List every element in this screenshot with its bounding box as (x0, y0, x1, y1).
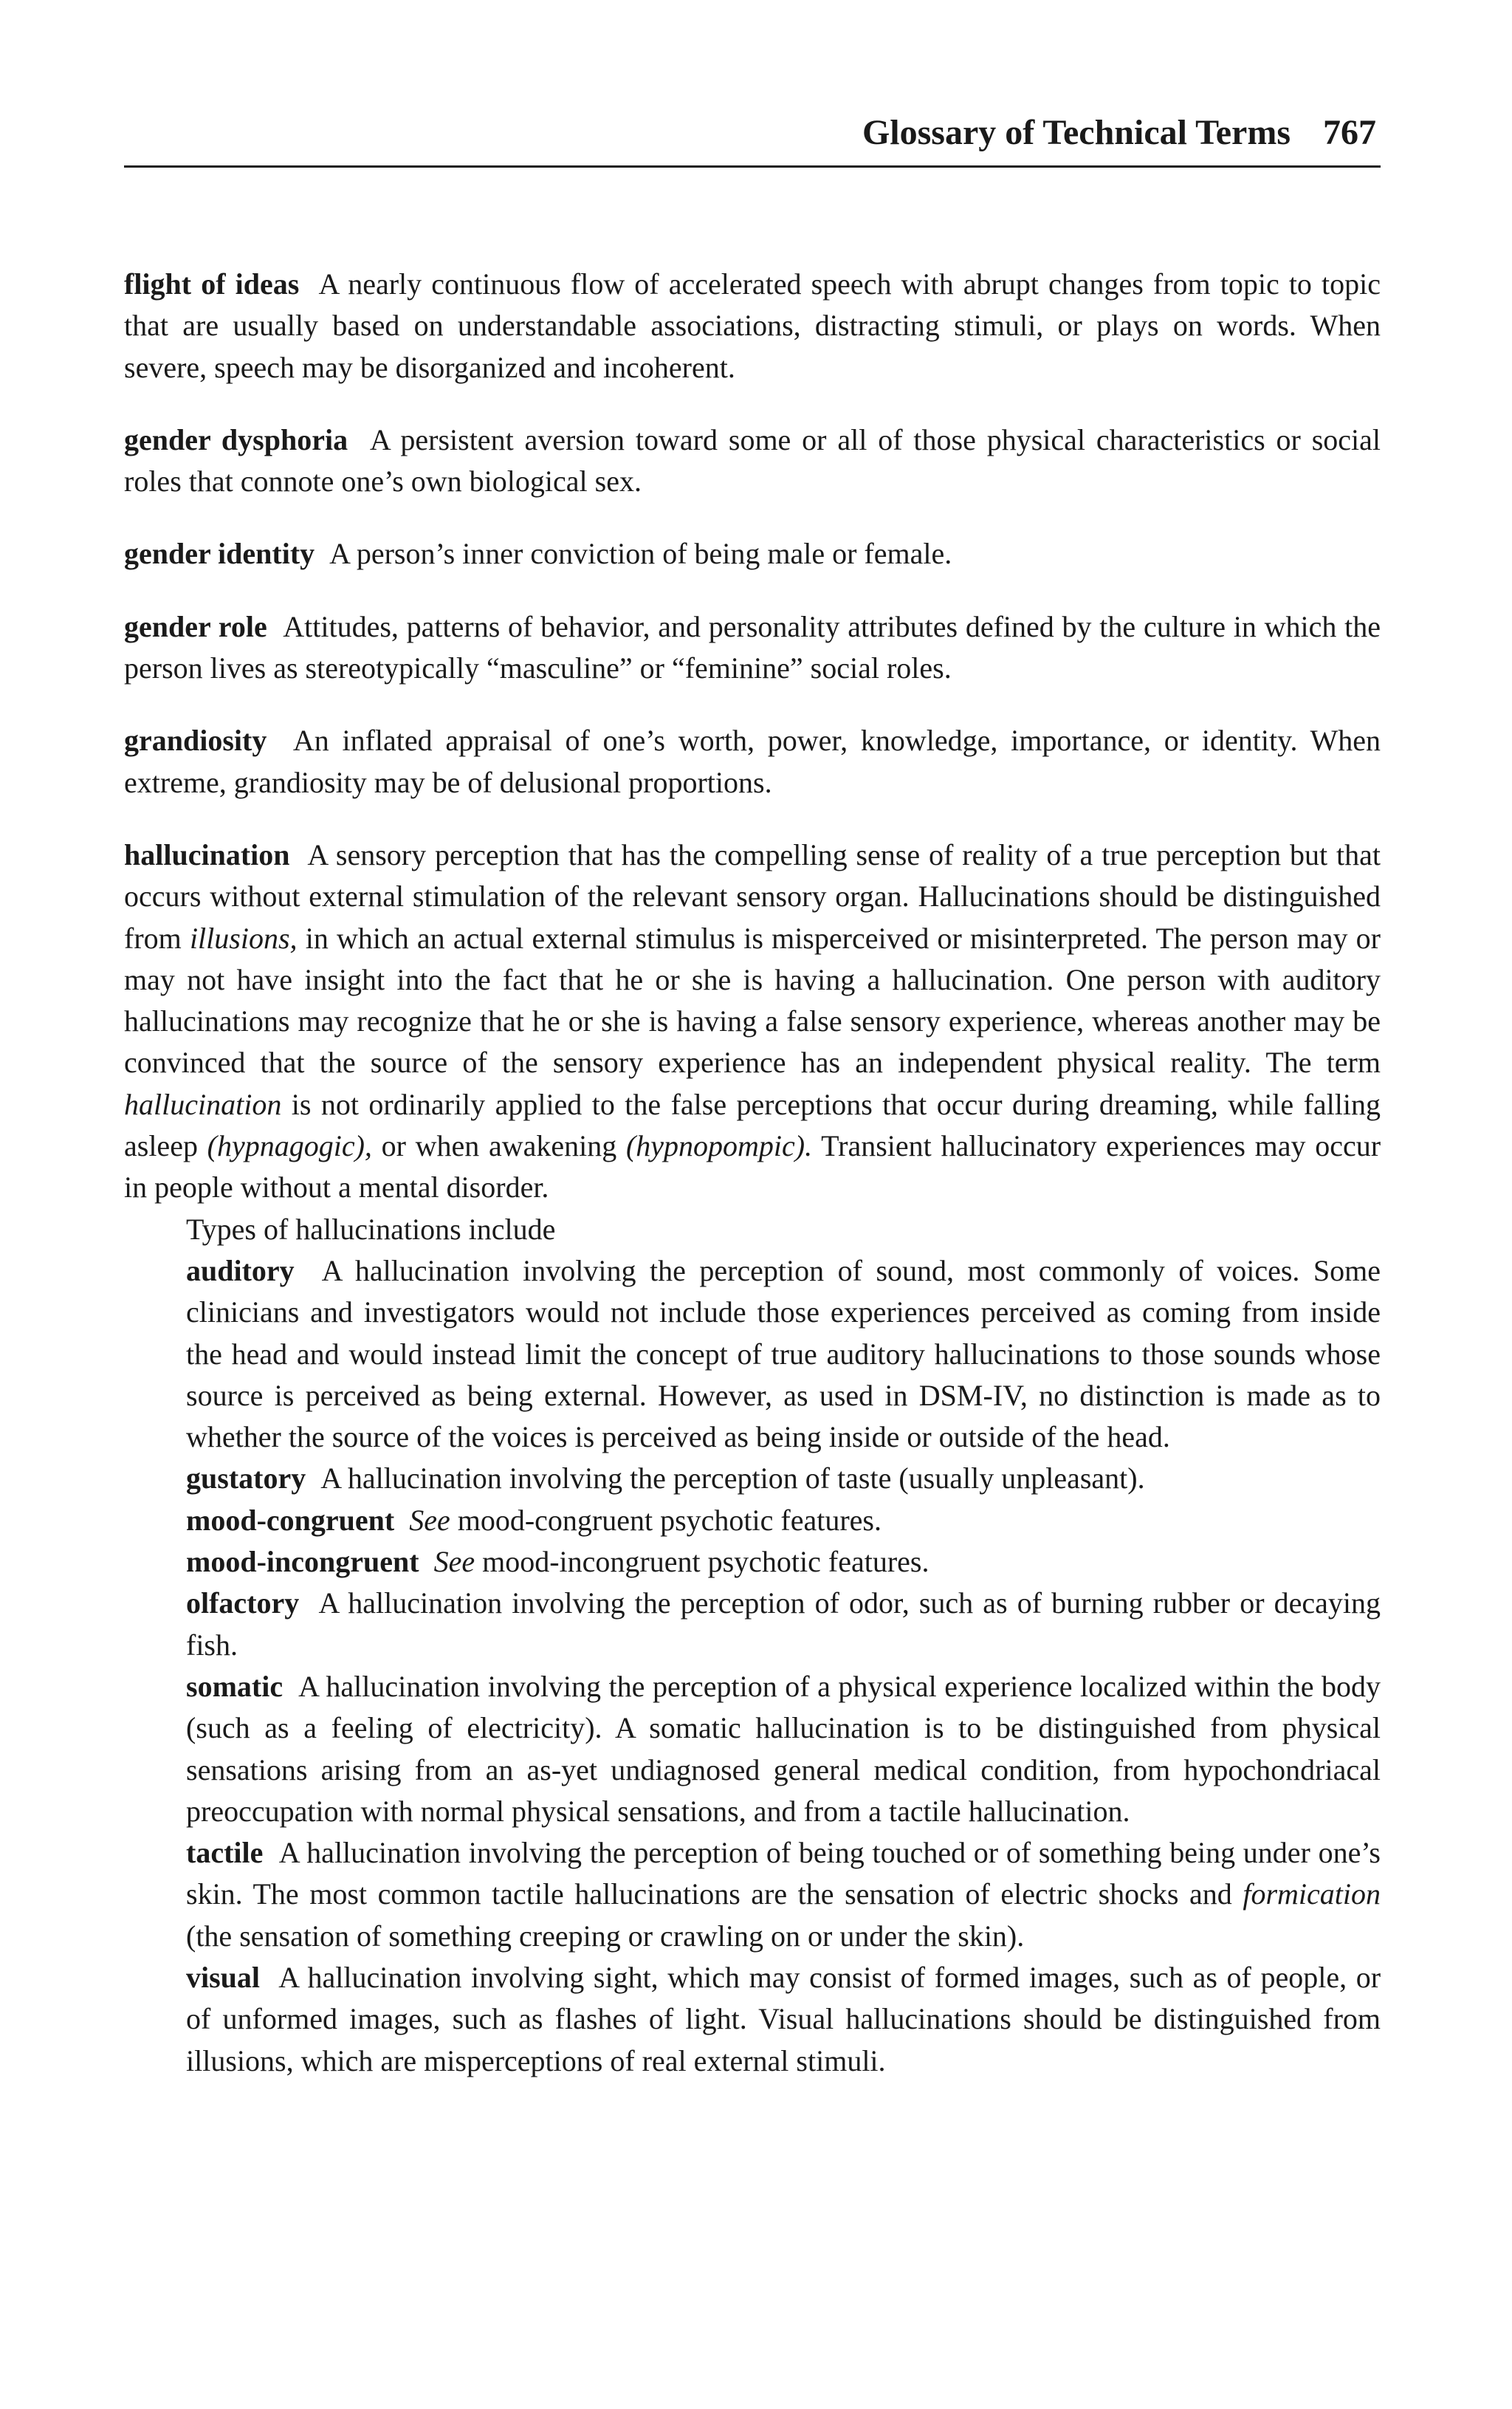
italic-term: (hypnagogic), (207, 1129, 372, 1163)
subentry-definition: A hallucination involving the perception of a physical experience localized within the body (such as a feeling of electricity). A somatic hallucination is to be distinguished from physical sensations arising from an as-yet undiagnosed general medical condition, from hypochondriacal preoccupation with normal physical sensations, and from a tactile hallucination. (186, 1669, 1381, 1828)
entry-definition-part: in which an actual external stimulus is misperceived or misinterpreted. The person may or may not have insight into the fact that he or she is having a hallucination. One person with auditory hallucinations may recognize that he or she is having a false sensory experience, whereas another may be convinced that the source of the sensory experience has an independent physical reality. The term (124, 921, 1381, 1080)
entry-term: grandiosity (124, 724, 267, 758)
italic-term: (hypnopompic). (625, 1129, 813, 1163)
see-reference: See (433, 1545, 475, 1579)
subentry-definition-part: A hallucination involving the perception of being touched or of something being under one’s skin. The most common tactile hallucinations are the sensation of electric shocks and (186, 1836, 1381, 1911)
subentry-definition: A hallucination involving the perception of taste (usually unpleasant). (320, 1461, 1145, 1495)
subentry-term: tactile (186, 1836, 264, 1870)
running-head-title: Glossary of Technical Terms (862, 113, 1291, 152)
subentry-mood-congruent (186, 1500, 1381, 1541)
entry-flight-of-ideas (124, 264, 1381, 388)
types-intro: Types of hallucinations include (186, 1212, 556, 1246)
subentry-auditory (186, 1250, 1381, 1458)
page-number: 767 (1323, 113, 1376, 152)
subentry-tactile (186, 1832, 1381, 1957)
subentry-visual (186, 1957, 1381, 2082)
entry-hallucination (124, 835, 1381, 1209)
entry-term: gender dysphoria (124, 422, 348, 456)
entry-term: hallucination (124, 837, 290, 871)
entry-definition: Attitudes, patterns of behavior, and personality attributes defined by the culture in which the person lives as stereotypically “masculine” or “feminine” social roles. (124, 609, 1381, 685)
entry-definition: A nearly continuous flow of accelerated speech with abrupt changes from topic to topic that are usually based on understandable associations, distracting stimuli, or plays on words. When severe, speech may be disorganized and incoherent. (124, 267, 1381, 384)
italic-term: illusions, (189, 921, 298, 955)
entry-definition: A persistent aversion toward some or all of those physical characteristics or social roles that connote one’s own biological sex. (124, 422, 1381, 498)
subentry-definition: A hallucination involving sight, which may consist of formed images, such as of people, or of unformed images, such as flashes of light. Visual hallucinations should be distinguished from illusions, which are misperceptions of real external stimuli. (186, 1960, 1381, 2077)
glossary-page (124, 111, 1381, 2082)
subentry-definition: mood-incongruent psychotic features. (482, 1545, 929, 1579)
entry-definition-part: or when awakening (381, 1129, 617, 1163)
subentry-somatic (186, 1666, 1381, 1832)
hallucination-types (186, 1250, 1381, 2082)
entry-grandiosity (124, 720, 1381, 803)
entry-definition-part: A sensory perception that has the compelling sense of reality of a true perception but that occurs without external stimulation of the relevant sensory organ. Hallucinations should be distinguished from (124, 837, 1381, 955)
running-head (124, 111, 1381, 168)
see-reference: See (409, 1503, 450, 1537)
entry-term: gender identity (124, 537, 315, 571)
entry-gender-role (124, 606, 1381, 690)
subentry-definition: mood-congruent psychotic features. (457, 1503, 882, 1537)
italic-term: formication (1243, 1877, 1381, 1911)
subentry-term: olfactory (186, 1586, 300, 1620)
subentry-term: somatic (186, 1669, 284, 1703)
glossary-content (124, 264, 1381, 2082)
italic-term: hallucination (124, 1087, 282, 1121)
subentry-olfactory (186, 1583, 1381, 1666)
entry-term: flight of ideas (124, 267, 300, 301)
subentry-term: visual (186, 1960, 261, 1994)
subentry-mood-incongruent (186, 1541, 1381, 1583)
subentry-term: mood-congruent (186, 1503, 395, 1537)
subentry-gustatory (186, 1458, 1381, 1499)
subentry-term: mood-incongruent (186, 1545, 419, 1579)
subentry-definition: A hallucination involving the perception of sound, most commonly of voices. Some clinicians and investigators would not include those experiences perceived as coming from inside the head and would instead limit the concept of true auditory hallucinations to those sounds whose source is perceived as being external. However, as used in DSM-IV, no distinction is made as to whether the source of the voices is perceived as being inside or outside of the head. (186, 1253, 1381, 1454)
entry-definition: An inflated appraisal of one’s worth, power, knowledge, importance, or identity. When extreme, grandiosity may be of delusional proportions. (124, 724, 1381, 799)
subentry-term: gustatory (186, 1461, 306, 1495)
subentry-definition-part: (the sensation of something creeping or crawling on or under the skin). (186, 1919, 1025, 1953)
subentry-term: auditory (186, 1253, 295, 1287)
entry-definition-part: Transient hallucinatory experiences may occur in people without a mental disorder. (124, 1129, 1381, 1204)
entry-definition-part: is not ordinarily applied to the false perceptions that occur during dreaming, while falling asleep (124, 1087, 1381, 1163)
entry-definition: A person’s inner conviction of being male or female. (329, 537, 952, 571)
entry-gender-identity (124, 533, 1381, 575)
entry-gender-dysphoria (124, 419, 1381, 503)
subentry-definition: A hallucination involving the perception of odor, such as of burning rubber or decaying fish. (186, 1586, 1381, 1662)
entry-term: gender role (124, 609, 267, 643)
